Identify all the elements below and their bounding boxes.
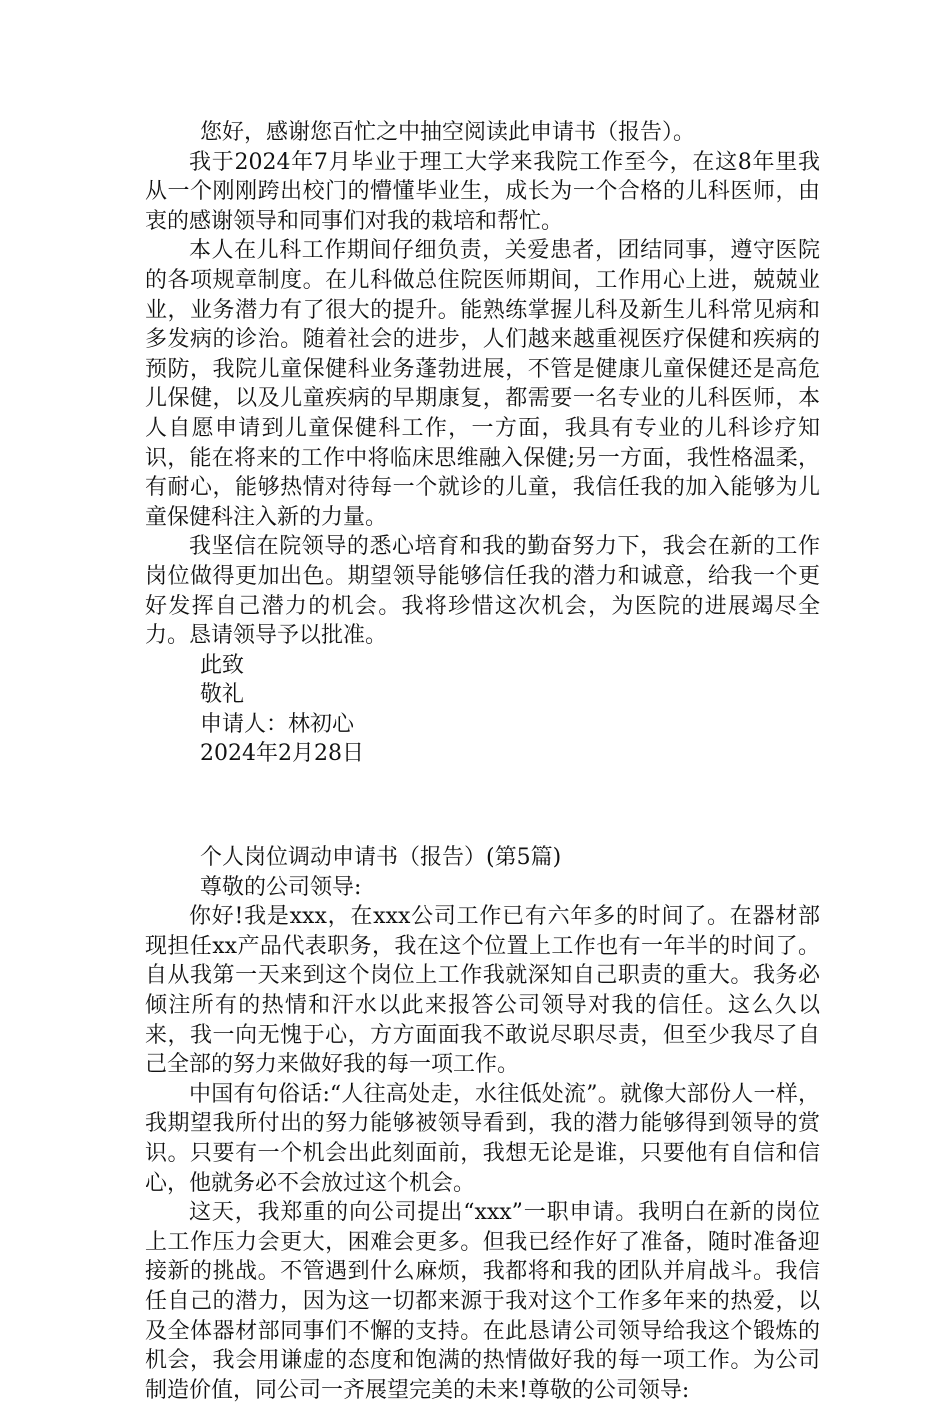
applicant-line: 申请人：林初心 xyxy=(200,711,355,737)
greeting-line: 您好，感谢您百忙之中抽空阅读此申请书（报告）。 xyxy=(200,120,696,145)
paragraph: 你好!我是xxx，在xxx公司工作已有六年多的时间了。在器材部现担任xx产品代表职务，我在这个位置上工作也有一年半的时间了。自从我第一天来到这个岗位上工作我就深知自己职责的重大。我务必倾注所有的热情和汗水以此来报答公司领导对我的信任。这么久以来，我一向无愧于心，方方面面我不敢说尽职尽责，但至少我尽了自己全部的努力来做好我的每一项工作。 xyxy=(145,904,820,1078)
document-page xyxy=(145,118,820,1405)
date-line: 2024年2月28日 xyxy=(200,741,364,767)
paragraph: 中国有句俗话:“人往高处走，水往低处流”。就像大部份人一样，我期望我所付出的努力能够被领导看到，我的潜力能够得到领导的赏识。只要有一个机会出此刻面前，我想无论是谁，只要他有自信和信心，他就务必不会放过这个机会。 xyxy=(145,1081,820,1196)
section-gap xyxy=(145,769,820,843)
paragraph: 这天，我郑重的向公司提出“xxx”一职申请。我明白在新的岗位上工作压力会更大，困难会更多。但我已经作好了准备，随时准备迎接新的挑战。不管遇到什么麻烦，我都将和我的团队并肩战斗。我信任自己的潜力，因为这一切都来源于我对这个工作多年来的热爱，以及全体器材部同事们不懈的支持。在此恳请公司领导给我这个锻炼的机会，我会用谦虚的态度和饱满的热情做好我的每一项工作。为公司制造价值，同公司一齐展望完美的未来!尊敬的公司领导: xyxy=(145,1200,820,1403)
paragraph: 本人在儿科工作期间仔细负责，关爱患者，团结同事，遵守医院的各项规章制度。在儿科做总住院医师期间，工作用心上进，兢兢业业，业务潜力有了很大的提升。能熟练掌握儿科及新生儿科常见病和多发病的诊治。随着社会的进步，人们越来越重视医疗保健和疾病的预防，我院儿童保健科业务蓬勃进展，不管是健康儿童保健还是高危儿保健，以及儿童疾病的早期康复，都需要一名专业的儿科医师，本人自愿申请到儿童保健科工作，一方面，我具有专业的儿科诊疗知识，能在将来的工作中将临床思维融入保健;另一方面，我性格温柔，有耐心，能够热情对待每一个就诊的儿童，我信任我的加入能够为儿童保健科注入新的力量。 xyxy=(145,238,820,530)
paragraph: 我坚信在院领导的悉心培育和我的勤奋努力下，我会在新的工作岗位做得更加出色。期望领导能够信任我的潜力和诚意，给我一个更好发挥自己潜力的机会。我将珍惜这次机会，为医院的进展竭尽全力。恳请领导予以批准。 xyxy=(145,534,820,649)
closing-line-2: 敬礼 xyxy=(200,682,245,708)
closing-line-1: 此致 xyxy=(200,652,245,678)
salutation-line: 尊敬的公司领导: xyxy=(200,874,362,900)
paragraph: 我于2024年7月毕业于理工大学来我院工作至今，在这8年里我从一个刚刚跨出校门的懵懂毕业生，成长为一个合格的儿科医师，由衷的感谢领导和同事们对我的栽培和帮忙。 xyxy=(145,149,820,234)
section-title: 个人岗位调动申请书（报告）(第5篇) xyxy=(200,845,562,871)
